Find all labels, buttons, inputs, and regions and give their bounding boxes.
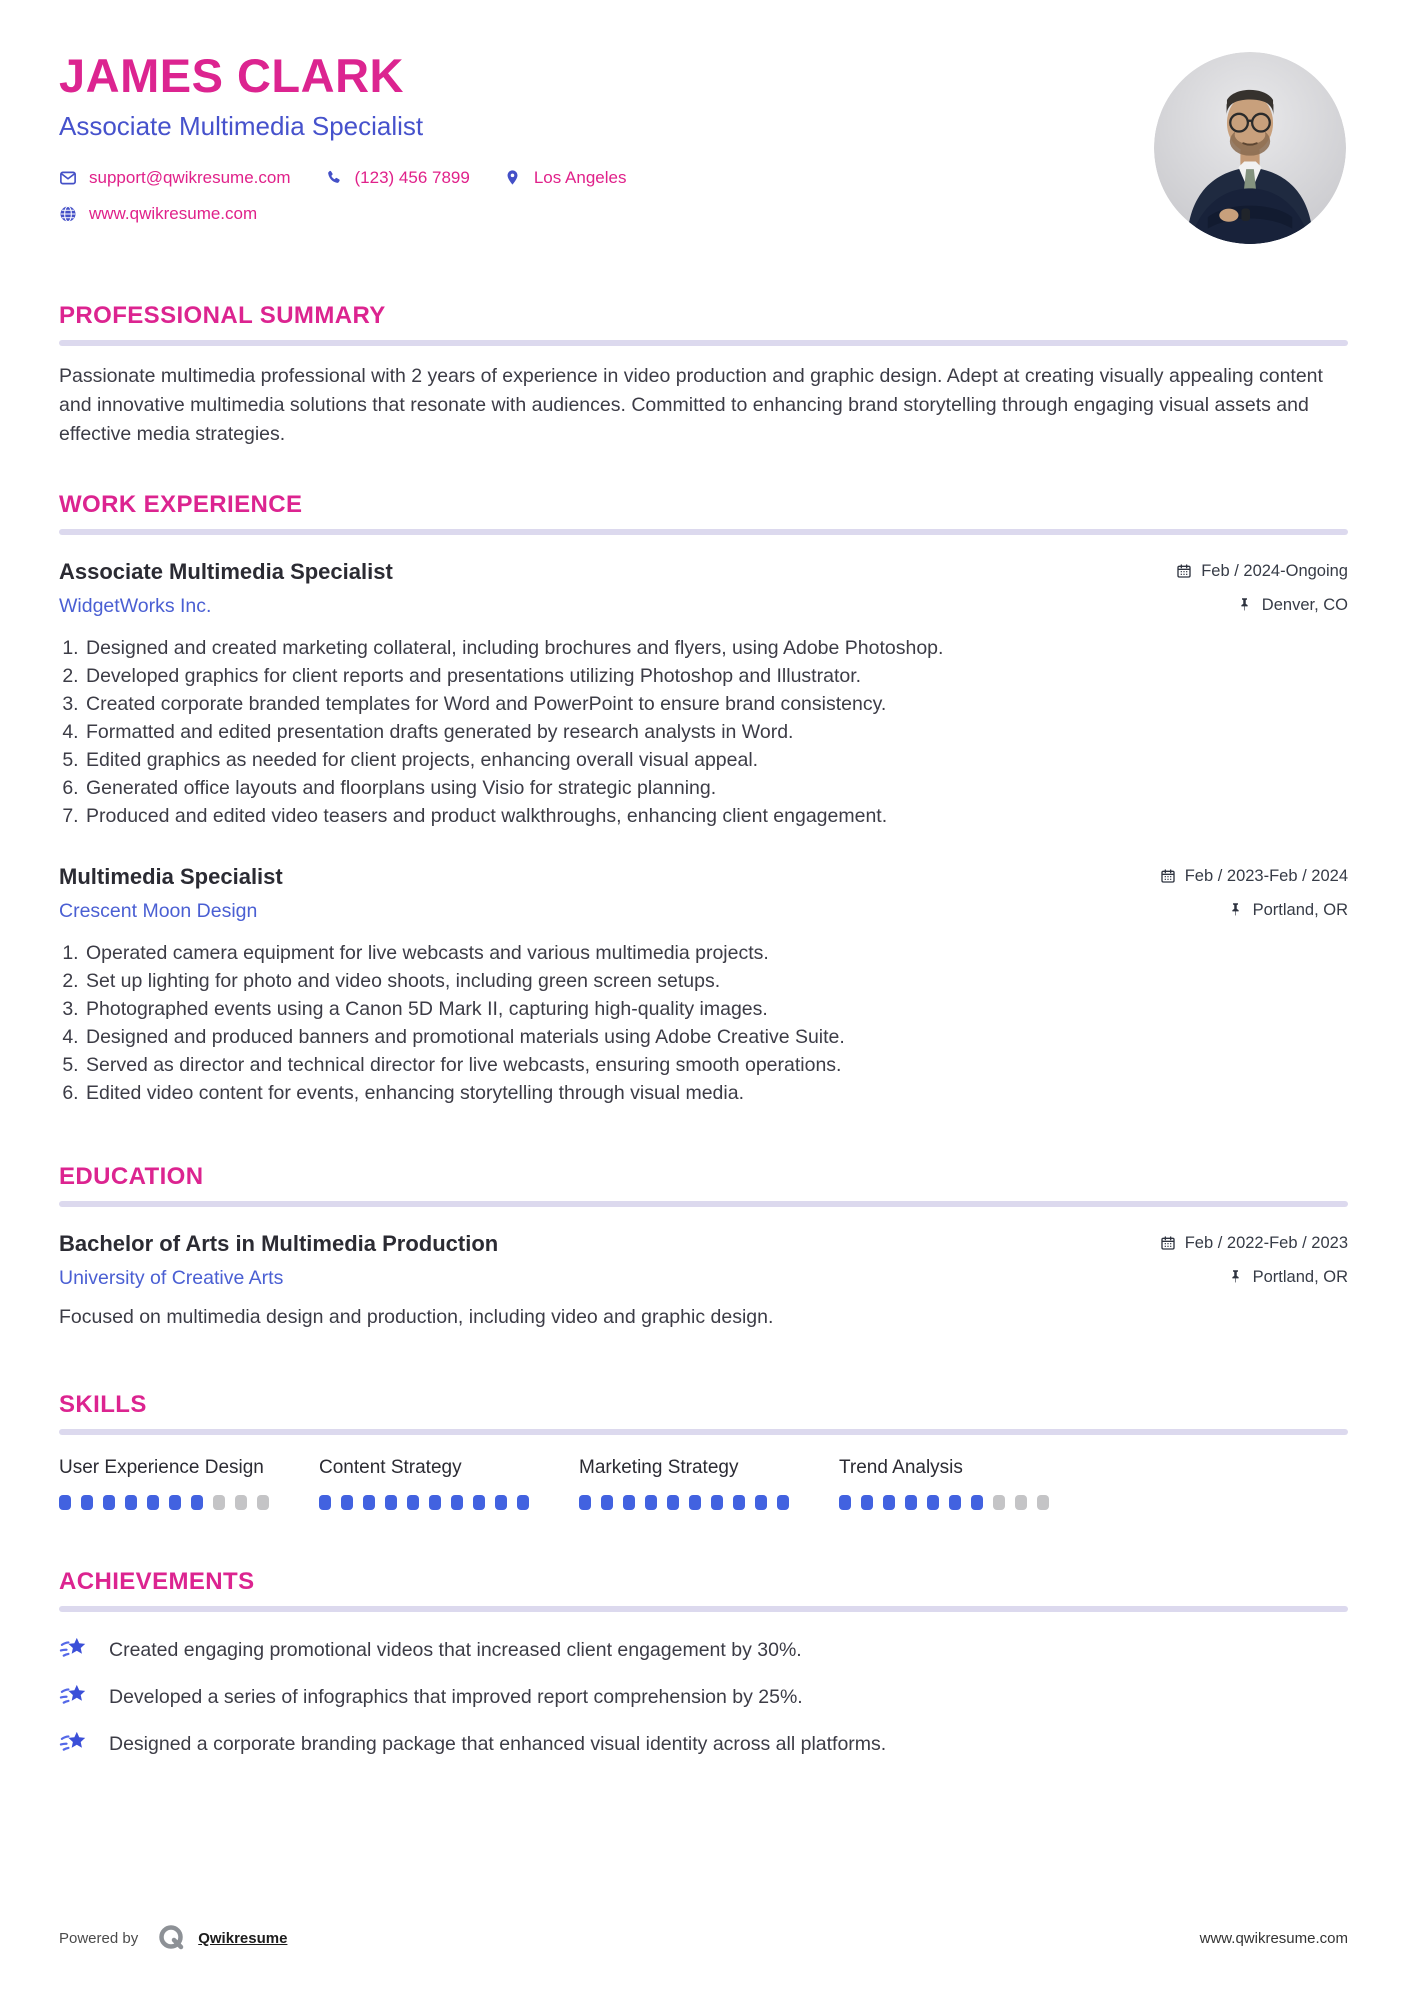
- job-location-text: Denver, CO: [1261, 595, 1348, 614]
- contact-location-text: Los Angeles: [533, 168, 627, 187]
- person-name: JAMES CLARK: [59, 49, 404, 102]
- skill-level-dot: [905, 1495, 917, 1510]
- section-achievements: [59, 1510, 1348, 1758]
- education-dates-text: Feb / 2022-Feb / 2023: [1184, 1233, 1348, 1252]
- skill-level-dot: [839, 1495, 851, 1510]
- education-dates: [1160, 1234, 1348, 1253]
- avatar: [1154, 52, 1346, 244]
- skill-level-dot: [103, 1495, 115, 1510]
- job-bullet: 7. Produced and edited video teasers and product walkthroughs, enhancing client engagement.: [84, 802, 1348, 830]
- contact-row-secondary: [59, 204, 626, 224]
- skill-level-dot: [777, 1495, 789, 1510]
- skill-level-dot: [319, 1495, 331, 1510]
- brand-link[interactable]: Qwikresume: [198, 1929, 288, 1947]
- skill-level-dot: [579, 1495, 591, 1510]
- job-location-text: Portland, OR: [1252, 900, 1348, 919]
- skill-level-dot: [495, 1495, 507, 1510]
- job-bullet: 3. Photographed events using a Canon 5D Mark II, capturing high-quality images.: [84, 995, 1348, 1023]
- job-bullet: 2. Set up lighting for photo and video shoots, including green screen setups.: [84, 967, 1348, 995]
- skill-level-dot: [235, 1495, 247, 1510]
- education-degree-row: [59, 1231, 1348, 1257]
- skill-level-dot: [949, 1495, 961, 1510]
- job-bullet: 4. Designed and produced banners and promotional materials using Adobe Creative Suite.: [84, 1023, 1348, 1051]
- achievement-text: Developed a series of infographics that improved report comprehension by 25%.: [109, 1685, 803, 1708]
- education-description: Focused on multimedia design and production, including video and graphic design.: [59, 1306, 774, 1328]
- skill-level-dot: [733, 1495, 745, 1510]
- skill-item: [839, 1457, 1099, 1510]
- skill-level-dot: [191, 1495, 203, 1510]
- shooting-star-icon: [59, 1683, 89, 1711]
- skill-item: [319, 1457, 579, 1510]
- skill-level-dot: [861, 1495, 873, 1510]
- calendar-icon: [1160, 1235, 1176, 1251]
- skill-level-dot: [883, 1495, 895, 1510]
- skill-level-dot: [667, 1495, 679, 1510]
- section-divider: [59, 1201, 1348, 1207]
- skill-level-dot: [429, 1495, 441, 1510]
- job-bullet: 1. Operated camera equipment for live webcasts and various multimedia projects.: [84, 939, 1348, 967]
- contact-location: [504, 168, 627, 188]
- achievements-list: [59, 1636, 1348, 1758]
- resume-header: [59, 44, 1348, 244]
- achievement-item: [59, 1683, 1348, 1711]
- skills-grid: [59, 1457, 1348, 1510]
- contact-website[interactable]: [59, 204, 257, 224]
- section-professional-summary: [59, 244, 1348, 449]
- job-entry-1: [59, 559, 1348, 830]
- job-entry-2: [59, 864, 1348, 1107]
- skill-item: [59, 1457, 319, 1510]
- skill-level-dot: [213, 1495, 225, 1510]
- work-heading: WORK EXPERIENCE: [59, 491, 303, 518]
- job-company-link[interactable]: Crescent Moon Design: [59, 900, 258, 922]
- skill-name: User Experience Design: [59, 1457, 264, 1478]
- skill-level-dot: [689, 1495, 701, 1510]
- email-icon: [59, 169, 77, 187]
- skill-level-dot: [59, 1495, 71, 1510]
- job-dates: [1160, 867, 1348, 886]
- calendar-icon: [1176, 563, 1192, 579]
- skill-item: [579, 1457, 839, 1510]
- job-dates-text: Feb / 2023-Feb / 2024: [1184, 866, 1348, 885]
- contact-row-primary: [59, 168, 626, 188]
- achievement-item: [59, 1636, 1348, 1664]
- job-title-row: [59, 864, 1348, 890]
- job-bullet: 4. Formatted and edited presentation drafts generated by research analysts in Word.: [84, 718, 1348, 746]
- section-divider: [59, 1606, 1348, 1612]
- location-pin-icon: [504, 169, 522, 187]
- section-divider: [59, 1429, 1348, 1435]
- skill-level-meter: [319, 1495, 579, 1510]
- skill-level-dot: [755, 1495, 767, 1510]
- skill-level-dot: [645, 1495, 657, 1510]
- education-degree: Bachelor of Arts in Multimedia Production: [59, 1231, 499, 1256]
- header-identity: [59, 44, 626, 224]
- job-company-row: [59, 890, 1348, 923]
- section-divider: [59, 529, 1348, 535]
- contact-email-text: support@qwikresume.com: [89, 168, 291, 187]
- section-skills: [59, 1329, 1348, 1510]
- job-bullet: 1. Designed and created marketing collateral, including brochures and flyers, using Adobe Photoshop.: [84, 634, 1348, 662]
- job-bullet: 6. Edited video content for events, enhancing storytelling through visual media.: [84, 1079, 1348, 1107]
- skill-level-dot: [1037, 1495, 1049, 1510]
- contact-website-text: www.qwikresume.com: [89, 204, 258, 223]
- summary-text: Passionate multimedia professional with 2 years of experience in video production and graphic design. Adept at creating visually appealing content and innovative multimedia solutions that resonate with audiences. Committed to enhancing brand storytelling through engaging visual assets and effective media strategies.: [59, 365, 1323, 445]
- skill-level-dot: [341, 1495, 353, 1510]
- skill-level-dot: [711, 1495, 723, 1510]
- skill-level-dot: [169, 1495, 181, 1510]
- skill-level-dot: [473, 1495, 485, 1510]
- globe-icon: [59, 205, 77, 223]
- education-entry: [59, 1231, 1348, 1329]
- education-school-link[interactable]: University of Creative Arts: [59, 1267, 284, 1289]
- job-dates: [1176, 562, 1348, 581]
- skill-level-meter: [839, 1495, 1099, 1510]
- achievement-item: [59, 1730, 1348, 1758]
- summary-heading: PROFESSIONAL SUMMARY: [59, 302, 386, 329]
- skill-name: Marketing Strategy: [579, 1457, 739, 1478]
- job-bullet: 2. Developed graphics for client reports and presentations utilizing Photoshop and Illustrator.: [84, 662, 1348, 690]
- achievement-text: Designed a corporate branding package that enhanced visual identity across all platforms.: [109, 1732, 887, 1755]
- skill-level-dot: [993, 1495, 1005, 1510]
- powered-by-label: Powered by: [59, 1929, 139, 1947]
- contact-phone-text: (123) 456 7899: [354, 168, 470, 187]
- skill-level-dot: [451, 1495, 463, 1510]
- achievement-text: Created engaging promotional videos that increased client engagement by 30%.: [109, 1638, 802, 1661]
- q-logo-icon: [158, 1924, 186, 1952]
- skill-level-meter: [59, 1495, 319, 1510]
- footer-website[interactable]: www.qwikresume.com: [1199, 1929, 1348, 1947]
- calendar-icon: [1160, 868, 1176, 884]
- job-bullet: 3. Created corporate branded templates for Word and PowerPoint to ensure brand consistency.: [84, 690, 1348, 718]
- job-bullet-list: [59, 634, 1348, 830]
- skill-level-dot: [623, 1495, 635, 1510]
- pushpin-icon: [1228, 902, 1244, 918]
- skill-level-meter: [579, 1495, 839, 1510]
- section-divider: [59, 340, 1348, 346]
- person-title: Associate Multimedia Specialist: [59, 111, 424, 141]
- job-location: [1228, 901, 1348, 920]
- skills-heading: SKILLS: [59, 1391, 147, 1418]
- skill-level-dot: [147, 1495, 159, 1510]
- contact-phone[interactable]: [325, 168, 470, 188]
- job-title: Associate Multimedia Specialist: [59, 559, 393, 584]
- education-school-row: [59, 1257, 1348, 1290]
- pushpin-icon: [1237, 597, 1253, 613]
- shooting-star-icon: [59, 1730, 89, 1758]
- page-footer: [59, 1924, 1348, 1952]
- job-company-link[interactable]: WidgetWorks Inc.: [59, 595, 212, 617]
- education-location: [1228, 1268, 1348, 1287]
- job-bullet: 6. Generated office layouts and floorplans using Visio for strategic planning.: [84, 774, 1348, 802]
- skill-level-dot: [257, 1495, 269, 1510]
- skill-level-dot: [125, 1495, 137, 1510]
- job-dates-text: Feb / 2024-Ongoing: [1201, 561, 1348, 580]
- job-bullet: 5. Served as director and technical director for live webcasts, ensuring smooth operations.: [84, 1051, 1348, 1079]
- job-title-row: [59, 559, 1348, 585]
- skill-level-dot: [81, 1495, 93, 1510]
- contact-email[interactable]: [59, 168, 291, 188]
- education-heading: EDUCATION: [59, 1163, 204, 1190]
- skill-level-dot: [407, 1495, 419, 1510]
- skill-level-dot: [1015, 1495, 1027, 1510]
- shooting-star-icon: [59, 1636, 89, 1664]
- phone-icon: [325, 169, 343, 187]
- job-company-row: [59, 585, 1348, 618]
- pushpin-icon: [1228, 1269, 1244, 1285]
- job-bullet: 5. Edited graphics as needed for client projects, enhancing overall visual appeal.: [84, 746, 1348, 774]
- skill-level-dot: [971, 1495, 983, 1510]
- skill-level-dot: [363, 1495, 375, 1510]
- skill-level-dot: [517, 1495, 529, 1510]
- job-location: [1237, 596, 1348, 615]
- education-location-text: Portland, OR: [1252, 1267, 1348, 1286]
- section-education: [59, 1107, 1348, 1329]
- skill-level-dot: [927, 1495, 939, 1510]
- job-title: Multimedia Specialist: [59, 864, 283, 889]
- skill-level-dot: [385, 1495, 397, 1510]
- section-work-experience: [59, 449, 1348, 1107]
- skill-name: Trend Analysis: [839, 1457, 963, 1478]
- skill-name: Content Strategy: [319, 1457, 462, 1478]
- achievements-heading: ACHIEVEMENTS: [59, 1568, 255, 1595]
- job-bullet-list: [59, 939, 1348, 1107]
- skill-level-dot: [601, 1495, 613, 1510]
